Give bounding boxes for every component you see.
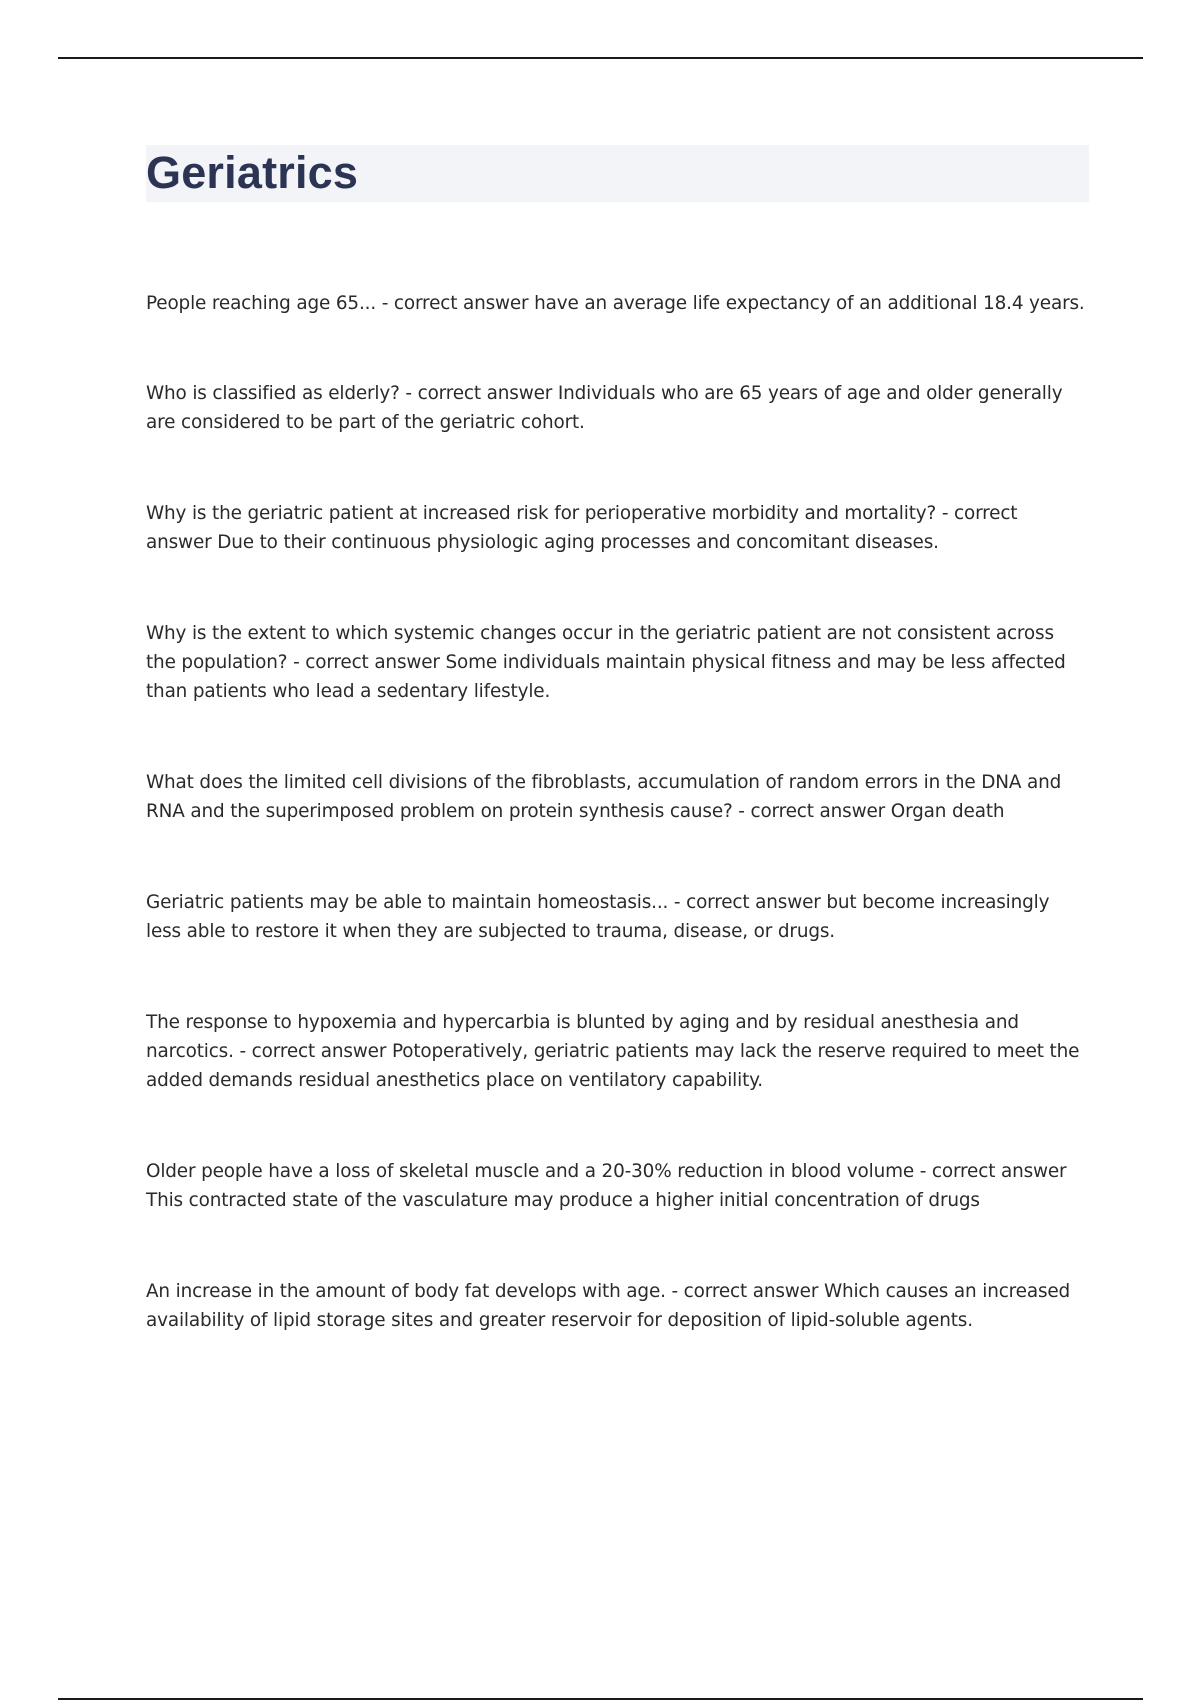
qa-list <box>146 289 1086 1397</box>
qa-item: Geriatric patients may be able to maintain homeostasis... - correct answer but become increasingly less able to restore it when they are subjected to trauma, disease, or drugs. <box>146 892 1050 942</box>
qa-item: What does the limited cell divisions of the fibroblasts, accumulation of random errors in the DNA and RNA and the superimposed problem on protein synthesis cause? - correct answer Organ death <box>146 772 1062 822</box>
qa-item: People reaching age 65... - correct answer have an average life expectancy of an additional 18.4 years. <box>146 293 1085 314</box>
qa-item: The response to hypoxemia and hypercarbia is blunted by aging and by residual anesthesia and narcotics. - correct answer Potoperatively, geriatric patients may lack the reserve required to meet the added demands residual anesthetics place on ventilatory capability. <box>146 1012 1080 1091</box>
qa-item: Why is the geriatric patient at increased risk for perioperative morbidity and mortality? - correct answer Due to their continuous physiologic aging processes and concomitant diseases. <box>146 503 1018 553</box>
qa-item: Older people have a loss of skeletal muscle and a 20-30% reduction in blood volume - correct answer This contracted state of the vasculature may produce a higher initial concentration of drugs <box>146 1161 1067 1211</box>
qa-item: An increase in the amount of body fat develops with age. - correct answer Which causes an increased availability of lipid storage sites and greater reservoir for deposition of lipid-soluble agents. <box>146 1281 1071 1331</box>
top-rule <box>58 57 1143 59</box>
page-title: Geriatrics <box>146 147 359 198</box>
qa-item: Who is classified as elderly? - correct answer Individuals who are 65 years of age and older generally are considered to be part of the geriatric cohort. <box>146 383 1063 433</box>
qa-item: Why is the extent to which systemic changes occur in the geriatric patient are not consistent across the population? - correct answer Some individuals maintain physical fitness and may be less affected than patients who lead a sedentary lifestyle. <box>146 623 1066 702</box>
